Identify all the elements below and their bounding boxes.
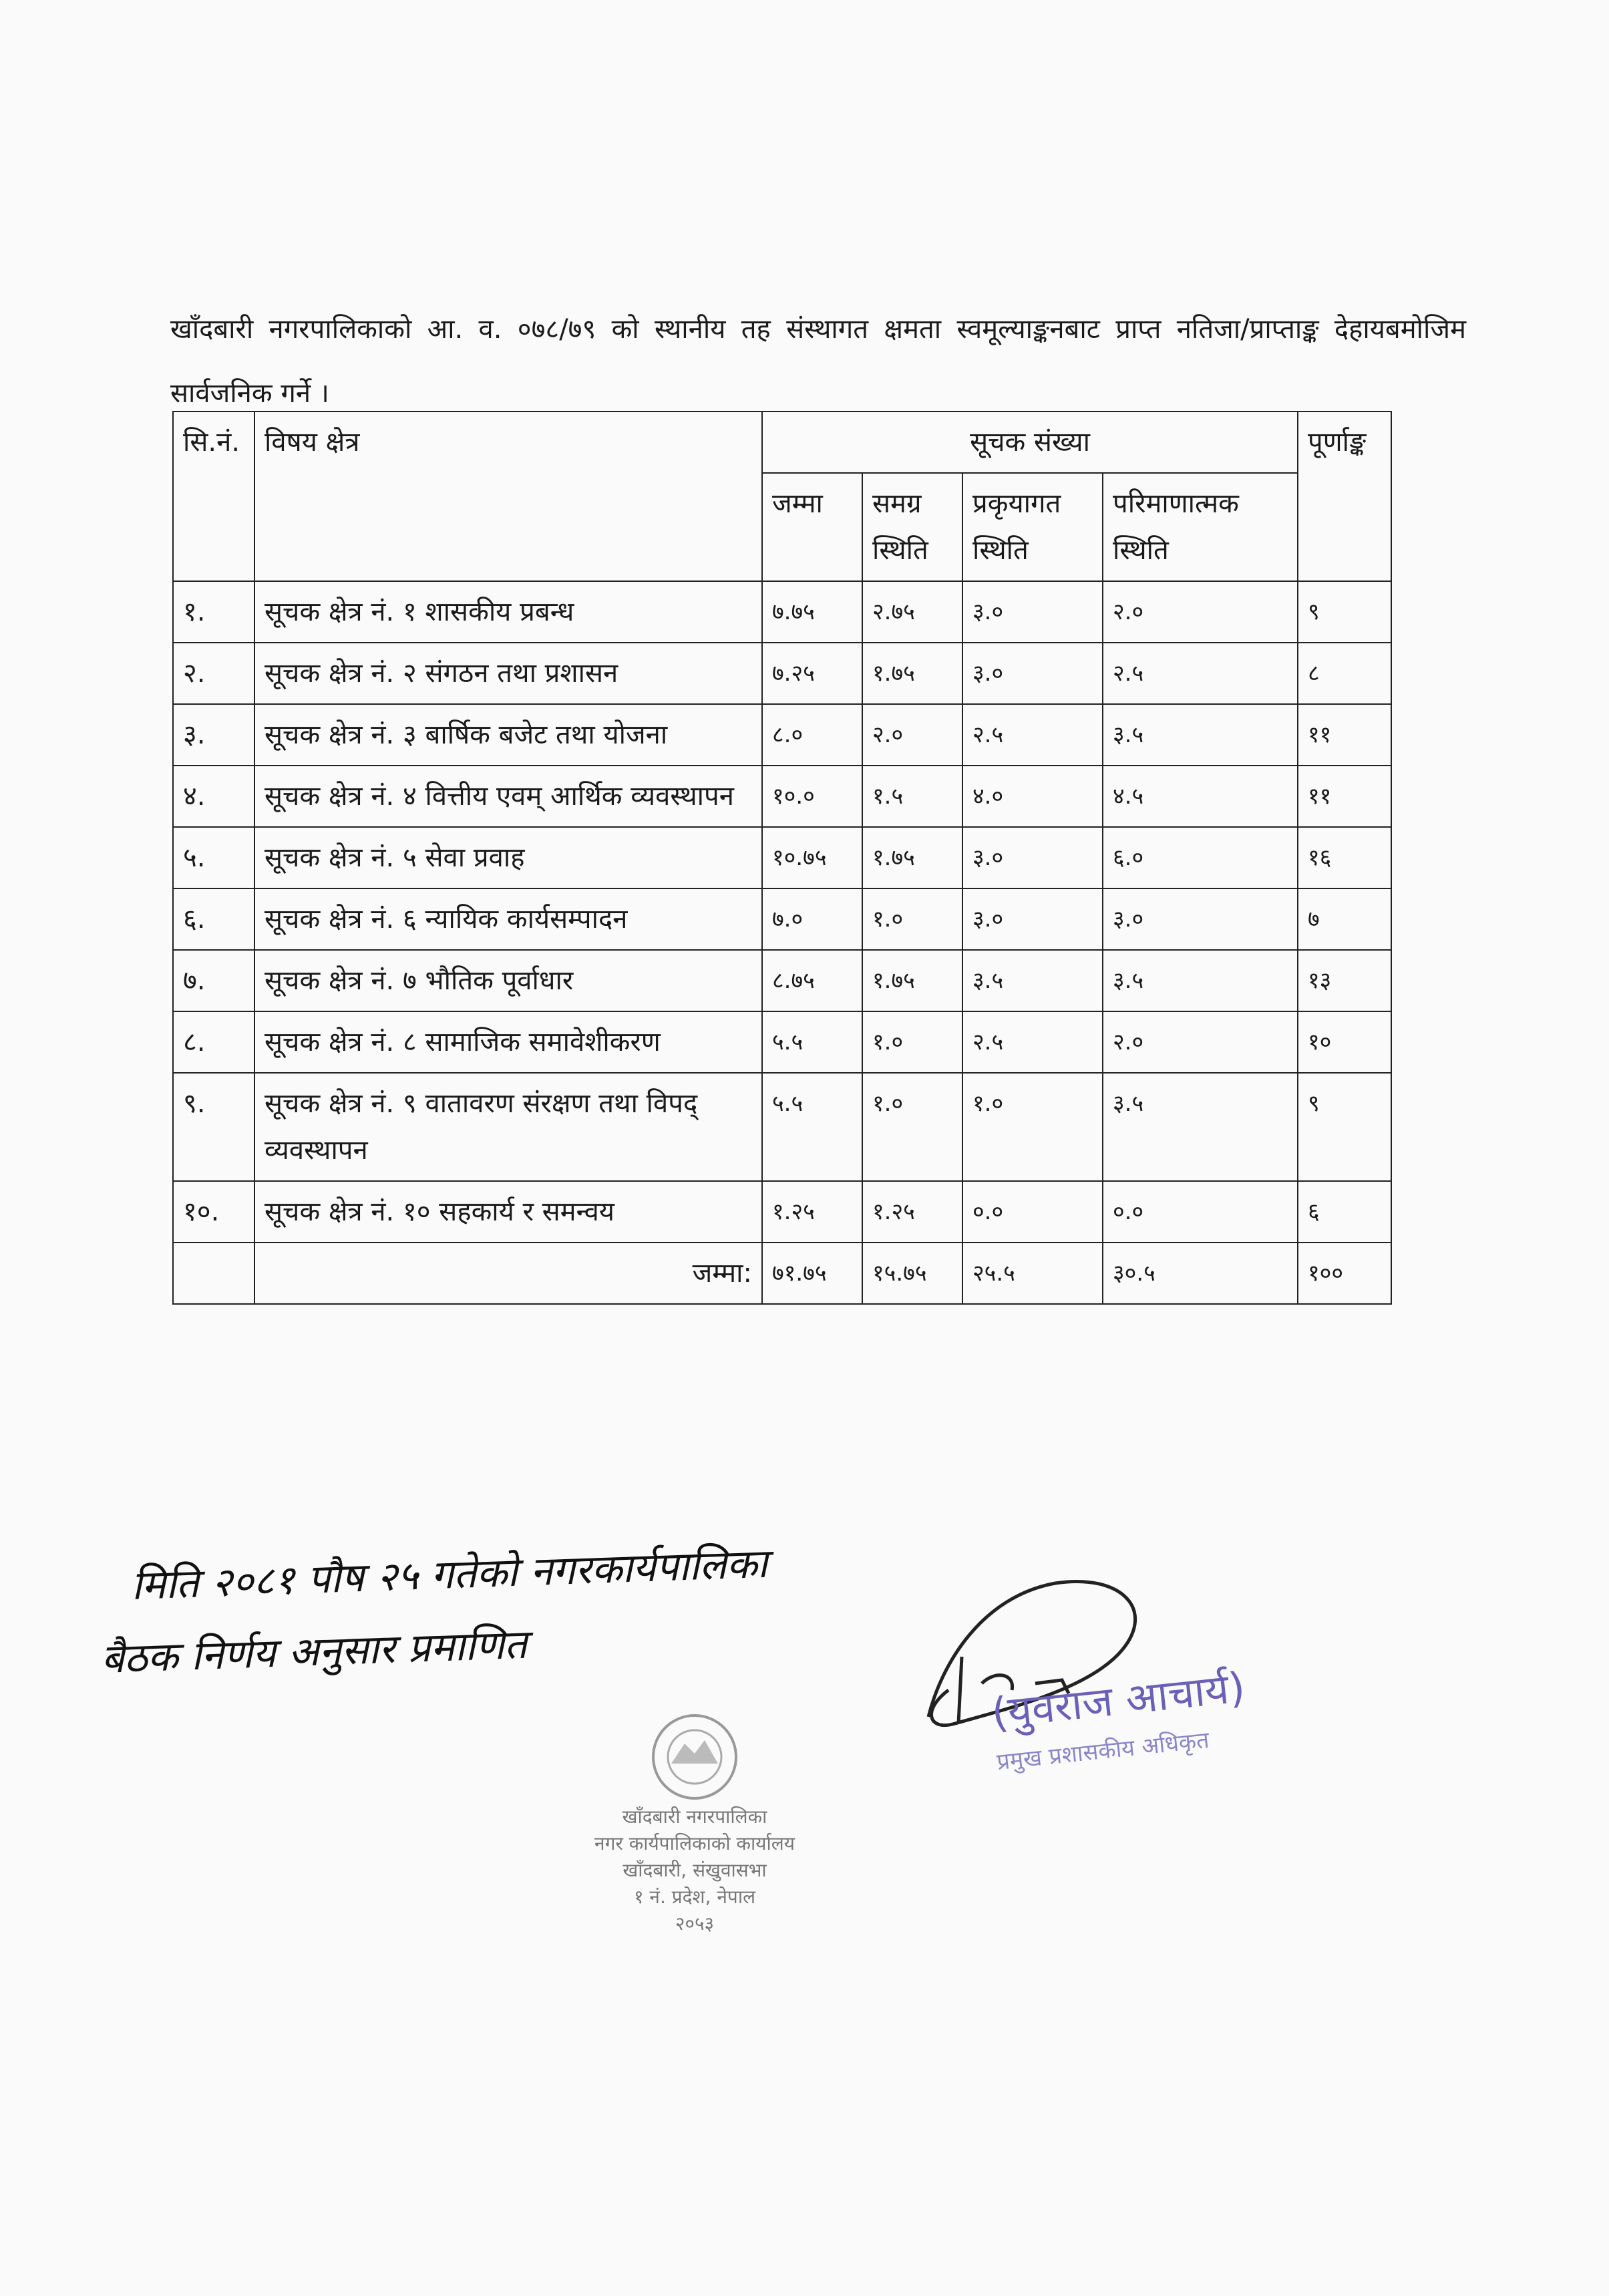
cell-sn: ८. [173,1011,254,1073]
cell-sn: १. [173,581,254,643]
cell-sn: ४. [173,766,254,827]
cell-full: ६ [1298,1181,1391,1243]
cell-total: ७.७५ [762,581,862,643]
seal-emblem-icon [534,1710,855,1804]
cell-area: सूचक क्षेत्र नं. ५ सेवा प्रवाह [254,827,762,888]
cell-sn: १०. [173,1181,254,1243]
table-row [173,1073,1391,1181]
totals-empty [173,1243,254,1304]
cell-total: ८.७५ [762,950,862,1011]
cell-area: सूचक क्षेत्र नं. ६ न्यायिक कार्यसम्पादन [254,888,762,950]
cell-sn: ९. [173,1073,254,1181]
cell-sn: २. [173,643,254,704]
seal-line1: खाँदबारी नगरपालिका [622,1806,767,1828]
cell-sn: ३. [173,704,254,766]
cell-quantitative: २.० [1103,581,1298,643]
cell-full: १६ [1298,827,1391,888]
cell-sn: ६. [173,888,254,950]
cell-area: सूचक क्षेत्र नं. २ संगठन तथा प्रशासन [254,643,762,704]
cell-full: ७ [1298,888,1391,950]
cell-area: सूचक क्षेत्र नं. ९ वातावरण संरक्षण तथा विपद् व्यवस्थापन [254,1073,762,1181]
cell-full: ११ [1298,704,1391,766]
cell-full: ८ [1298,643,1391,704]
cell-quantitative: ०.० [1103,1181,1298,1243]
header-area: विषय क्षेत्र [254,412,762,581]
cell-process: ३.० [962,827,1103,888]
cell-process: ३.० [962,581,1103,643]
cell-quantitative: ६.० [1103,827,1298,888]
cell-process: ३.० [962,643,1103,704]
table-row [173,766,1391,827]
header-quantitative: परिमाणात्मक स्थिति [1103,473,1298,581]
table-body [173,581,1391,1243]
cell-quantitative: ३.५ [1103,704,1298,766]
cell-overall: १.२५ [862,1181,962,1243]
handwritten-note-line1: मिति २०८१ पौष २५ गतेको नगरकार्यपालिका [130,1540,769,1609]
cell-total: ८.० [762,704,862,766]
totals-full: १०० [1298,1243,1391,1304]
cell-full: ११ [1298,766,1391,827]
header-total: जम्मा [762,473,862,581]
cell-quantitative: ३.५ [1103,1073,1298,1181]
stamp-name: (युवराज आचार्य) [989,1662,1248,1738]
cell-full: १० [1298,1011,1391,1073]
cell-overall: १.० [862,1073,962,1181]
cell-total: १.२५ [762,1181,862,1243]
cell-overall: २.७५ [862,581,962,643]
cell-quantitative: ३.० [1103,888,1298,950]
totals-quantitative: ३०.५ [1103,1243,1298,1304]
cell-overall: १.० [862,1011,962,1073]
cell-process: ३.५ [962,950,1103,1011]
cell-area: सूचक क्षेत्र नं. १० सहकार्य र समन्वय [254,1181,762,1243]
header-row-top [173,412,1391,473]
header-sn: सि.नं. [173,412,254,581]
totals-row [173,1243,1391,1304]
cell-process: २.५ [962,1011,1103,1073]
cell-sn: ७. [173,950,254,1011]
header-process: प्रकृयागत स्थिति [962,473,1103,581]
cell-total: ७.२५ [762,643,862,704]
results-table [172,411,1392,1305]
cell-total: ५.५ [762,1073,862,1181]
cell-quantitative: २.५ [1103,643,1298,704]
cell-sn: ५. [173,827,254,888]
header-full-marks: पूर्णाङ्क [1298,412,1391,581]
cell-total: ५.५ [762,1011,862,1073]
cell-total: १०.० [762,766,862,827]
cell-process: ०.० [962,1181,1103,1243]
seal-line2: नगर कार्यपालिकाको कार्यालय [594,1832,795,1854]
cell-overall: २.० [862,704,962,766]
cell-overall: १.७५ [862,950,962,1011]
table-row [173,643,1391,704]
table-row [173,950,1391,1011]
header-indicator-group: सूचक संख्या [762,412,1298,473]
cell-area: सूचक क्षेत्र नं. ८ सामाजिक समावेशीकरण [254,1011,762,1073]
handwritten-note-line2: बैठक निर्णय अनुसार प्रमाणित [100,1621,528,1683]
table-row [173,1181,1391,1243]
cell-quantitative: ४.५ [1103,766,1298,827]
cell-area: सूचक क्षेत्र नं. ३ बार्षिक बजेट तथा योजना [254,704,762,766]
totals-label: जम्मा: [254,1243,762,1304]
seal-line4: १ नं. प्रदेश, नेपाल [633,1886,756,1908]
intro-paragraph: खाँदबारी नगरपालिकाको आ. व. ०७८/७९ को स्थानीय तह संस्थागत क्षमता स्वमूल्याङ्कनबाट प्राप्त नतिजा/प्राप्ताङ्क देहायबमोजिम सार्वजनिक गर्ने । [170,314,1466,409]
totals-total: ७१.७५ [762,1243,862,1304]
cell-process: ४.० [962,766,1103,827]
cell-area: सूचक क्षेत्र नं. १ शासकीय प्रबन्ध [254,581,762,643]
totals-process: २५.५ [962,1243,1103,1304]
table-row [173,704,1391,766]
table-row [173,888,1391,950]
table-row [173,1011,1391,1073]
cell-overall: १.५ [862,766,962,827]
cell-total: ७.० [762,888,862,950]
header-overall: समग्र स्थिति [862,473,962,581]
cell-quantitative: २.० [1103,1011,1298,1073]
cell-overall: १.७५ [862,827,962,888]
cell-overall: १.७५ [862,643,962,704]
cell-overall: १.० [862,888,962,950]
seal-year: २०५३ [675,1913,715,1935]
cell-process: १.० [962,1073,1103,1181]
cell-area: सूचक क्षेत्र नं. ४ वित्तीय एवम् आर्थिक व्यवस्थापन [254,766,762,827]
cell-full: ९ [1298,1073,1391,1181]
seal-line3: खाँदबारी, संखुवासभा [622,1859,767,1881]
cell-total: १०.७५ [762,827,862,888]
totals-overall: १५.७५ [862,1243,962,1304]
cell-quantitative: ३.५ [1103,950,1298,1011]
municipality-seal [534,1710,855,1964]
cell-area: सूचक क्षेत्र नं. ७ भौतिक पूर्वाधार [254,950,762,1011]
table-row [173,581,1391,643]
cell-full: ९ [1298,581,1391,643]
cell-process: २.५ [962,704,1103,766]
cell-full: १३ [1298,950,1391,1011]
cell-process: ३.० [962,888,1103,950]
stamp-title: प्रमुख प्रशासकीय अधिकृत [995,1726,1211,1776]
table-row [173,827,1391,888]
